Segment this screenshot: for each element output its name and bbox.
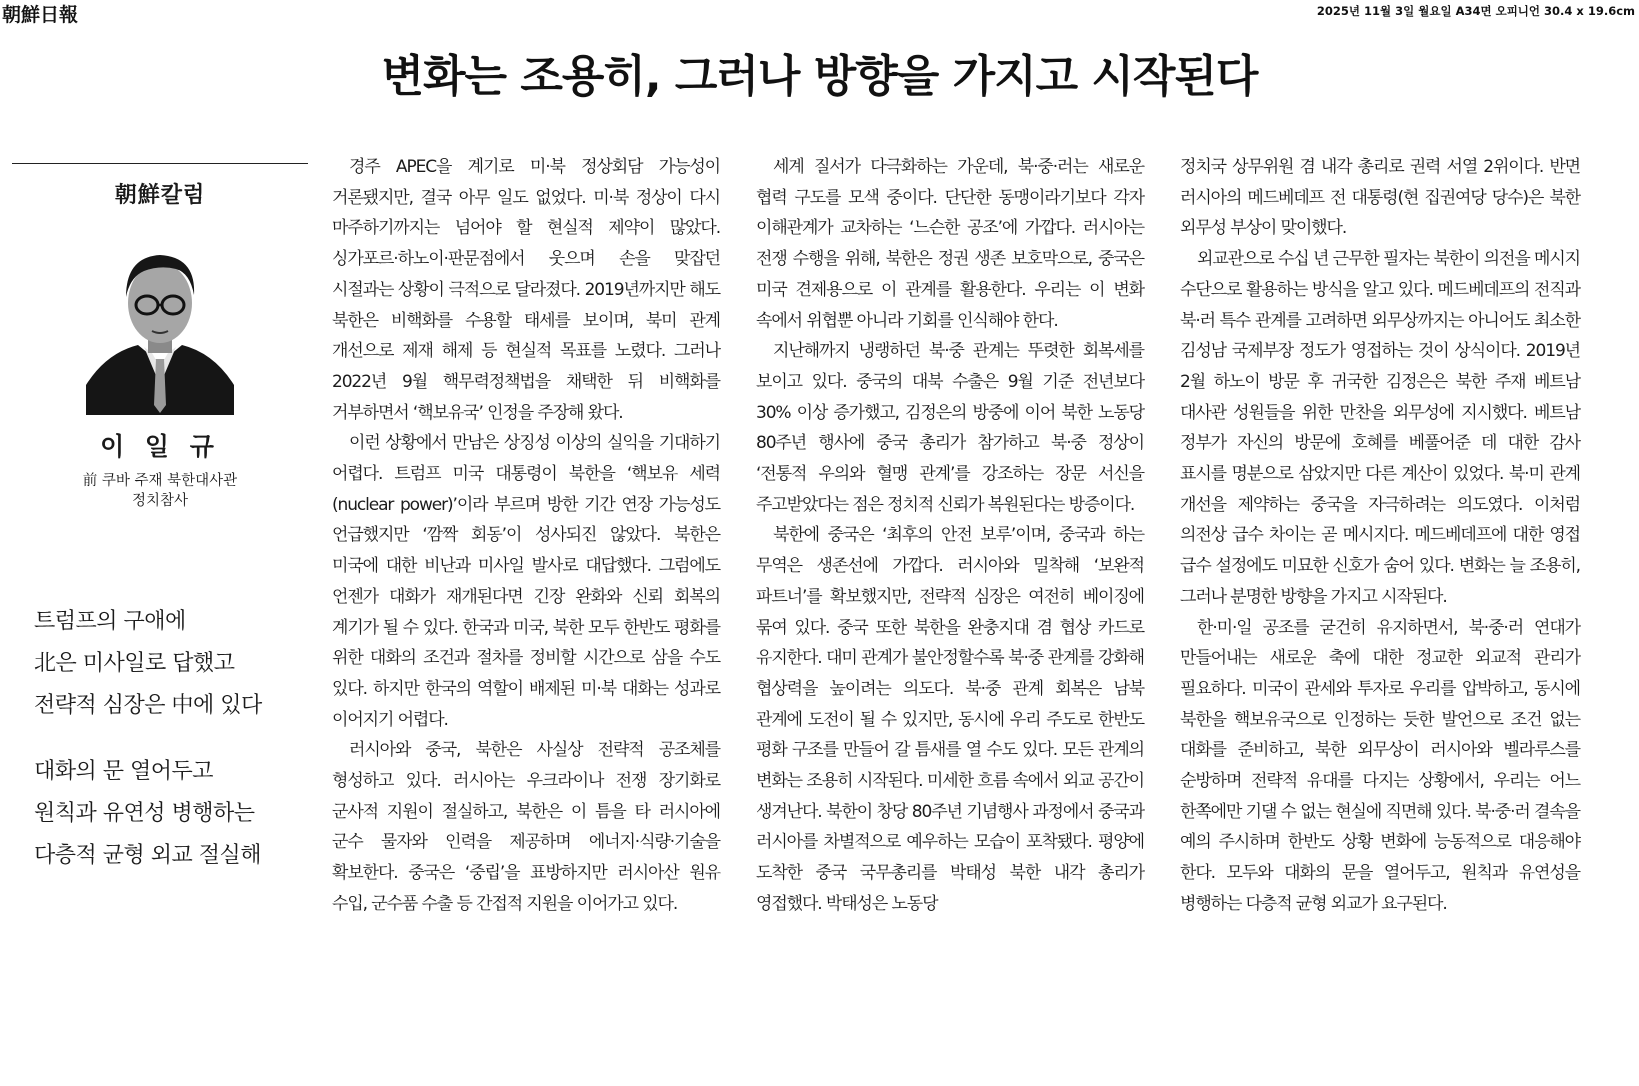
pullquote <box>12 601 308 877</box>
sidebar-rule <box>12 163 308 164</box>
author-title <box>12 471 308 511</box>
pullquote-line: 트럼프의 구애에 <box>34 609 186 634</box>
issue-meta: 2025년 11월 3일 월요일 A34면 오피니언 30.4 x 19.6cm <box>1316 4 1635 18</box>
paragraph: 외교관으로 수십 년 근무한 필자는 북한이 의전을 메시지 수단으로 활용하는 방식을 알고 있다. 메드베데프의 전직과 북·러 특수 관계를 고려하면 외무상까지는 아니어도 최소한 김성남 국제부장 정도가 영접하는 것이 상식이다. 2019년 2월 하노이 방문 후 귀국한 김정은은 북한 주재 베트남 대사관 성원들을 위한 만찬을 외무성에 지시했다. 베트남 정부가 자신의 방문에 호혜를 베풀어준 데 대한 감사 표시를 명분으로 삼았지만 다른 계산이 있었다. 북·미 관계 개선을 제약하는 중국을 자극하려는 의도였다. 이처럼 의전상 급수 차이는 곧 메시지다. 메드베데프에 대한 영접 급수 설정에도 미묘한 신호가 숨어 있다. 변화는 늘 조용히, 그러나 분명한 방향을 가지고 시작된다. <box>1180 249 1580 607</box>
pullquote-line: 대화의 문 열어두고 <box>34 759 214 784</box>
masthead <box>0 0 1639 26</box>
author-photo <box>86 235 234 415</box>
article-column-2 <box>756 152 1144 920</box>
paragraph: 지난해까지 냉랭하던 북·중 관계는 뚜렷한 회복세를 보이고 있다. 중국의 대북 수출은 9월 기준 전년보다 30% 이상 증가했고, 김정은의 방중에 이어 북한 노동당 80주년 행사에 중국 총리가 참가하고 북·중 정상이 ‘전통적 우의와 혈맹 관계’를 강조하는 장문 서신을 주고받았다는 점은 정치적 신뢰가 복원된다는 방증이다. <box>756 341 1144 515</box>
author-name: 이 일 규 <box>100 432 220 461</box>
paragraph: 경주 APEC을 계기로 미·북 정상회담 가능성이 거론됐지만, 결국 아무 일도 없었다. 미·북 정상이 다시 마주하기까지는 넘어야 할 현실적 제약이 많았다. 싱가포르·하노이·판문점에서 웃으며 손을 맞잡던 시절과는 상황이 극적으로 달라졌다. 2019년까지만 해도 북한은 비핵화를 수용할 태세를 보이며, 북미 관계 개선으로 제재 해제 등 현실적 목표를 노렸다. 그러나 2022년 9월 핵무력정책법을 채택한 뒤 비핵화를 거부하면서 ‘핵보유국’ 인정을 주장해 왔다. <box>332 157 720 423</box>
pullquote-line: 다층적 균형 외교 절실해 <box>34 843 262 868</box>
paragraph: 한·미·일 공조를 굳건히 유지하면서, 북·중·러 연대가 만들어내는 새로운 축에 대한 정교한 외교적 관리가 필요하다. 미국이 관세와 투자로 우리를 압박하고, 동시에 북한을 핵보유국으로 인정하는 듯한 발언으로 조건 없는 대화를 준비하고, 북한 외무상이 러시아와 벨라루스를 순방하며 전략적 유대를 다지는 상황에서, 우리는 어느 한쪽에만 기댈 수 없는 현실에 직면해 있다. 북·중·러 결속을 예의 주시하며 한반도 상황 변화에 능동적으로 대응해야 한다. 모두와 대화의 문을 열어두고, 원칙과 유연성을 병행하는 다층적 균형 외교가 요구된다. <box>1180 617 1580 914</box>
pullquote-line: 원칙과 유연성 병행하는 <box>34 801 255 826</box>
author-title-line: 前 쿠바 주재 북한대사관 <box>82 473 238 489</box>
article-column-1 <box>332 152 720 920</box>
newspaper-logo: 朝鮮日報 <box>2 4 79 26</box>
sidebar <box>12 163 308 877</box>
headline: 변화는 조용히, 그러나 방향을 가지고 시작된다 <box>381 51 1258 102</box>
paragraph: 정치국 상무위원 겸 내각 총리로 권력 서열 2위이다. 반면 러시아의 메드베데프 전 대통령(현 집권여당 당수)은 북한 외무성 부상이 맞이했다. <box>1180 157 1580 239</box>
pullquote-line: 北은 미사일로 답했고 <box>34 651 235 676</box>
author-title-line: 정치참사 <box>131 493 189 509</box>
author-portrait-image <box>86 235 234 415</box>
article-column-3 <box>1180 152 1580 920</box>
pullquote-line: 전략적 심장은 中에 있다 <box>34 693 262 718</box>
paragraph: 이런 상황에서 만남은 상징성 이상의 실익을 기대하기 어렵다. 트럼프 미국 대통령이 북한을 ‘핵보유 세력(nuclear power)’이라 부르며 방한 기간 연장 가능성도 언급했지만 ‘깜짝 회동’이 성사되진 않았다. 북한은 미국에 대한 비난과 미사일 발사로 대답했다. 그럼에도 언젠가 대화가 재개된다면 긴장 완화와 신뢰 회복의 계기가 될 수 있다. 한국과 미국, 북한 모두 한반도 평화를 위한 대화의 조건과 절차를 정비할 시간으로 삼을 수도 있다. 하지만 한국의 역할이 배제된 미·북 대화는 성과로 이어지기 어렵다. <box>332 433 720 730</box>
column-name: 朝鮮칼럼 <box>114 183 206 208</box>
paragraph: 세계 질서가 다극화하는 가운데, 북·중·러는 새로운 협력 구도를 모색 중이다. 단단한 동맹이라기보다 각자 이해관계가 교차하는 ‘느슨한 공조’에 가깝다. 러시아는 전쟁 수행을 위해, 북한은 정권 생존 보호막으로, 중국은 미국 견제용으로 이 관계를 활용한다. 우리는 이 변화 속에서 위협뿐 아니라 기회를 인식해야 한다. <box>756 157 1144 331</box>
paragraph: 북한에 중국은 ‘최후의 안전 보루’이며, 중국과 하는 무역은 생존선에 가깝다. 러시아와 밀착해 ‘보완적 파트너’를 확보했지만, 전략적 심장은 여전히 베이징에 묶여 있다. 중국 또한 북한을 완충지대 겸 협상 카드로 유지한다. 대미 관계가 불안정할수록 북·중 관계를 강화해 협상력을 높이려는 의도다. 북·중 관계 회복은 남북 관계에 도전이 될 수 있지만, 동시에 우리 주도로 한반도 평화 구조를 만들어 갈 틈새를 열 수도 있다. 모든 관계의 변화는 조용히 시작된다. 미세한 흐름 속에서 외교 공간이 생겨난다. 북한이 창당 80주년 기념행사 과정에서 중국과 러시아를 차별적으로 예우하는 모습이 포착됐다. 평양에 도착한 중국 국무총리를 박태성 북한 내각 총리가 영접했다. 박태성은 노동당 <box>756 525 1144 914</box>
paragraph: 러시아와 중국, 북한은 사실상 전략적 공조체를 형성하고 있다. 러시아는 우크라이나 전쟁 장기화로 군사적 지원이 절실하고, 북한은 이 틈을 타 러시아에 군수 물자와 인력을 제공하며 에너지·식량·기술을 확보한다. 중국은 ‘중립’을 표방하지만 러시아산 원유 수입, 군수품 수출 등 간접적 지원을 이어가고 있다. <box>332 740 720 914</box>
